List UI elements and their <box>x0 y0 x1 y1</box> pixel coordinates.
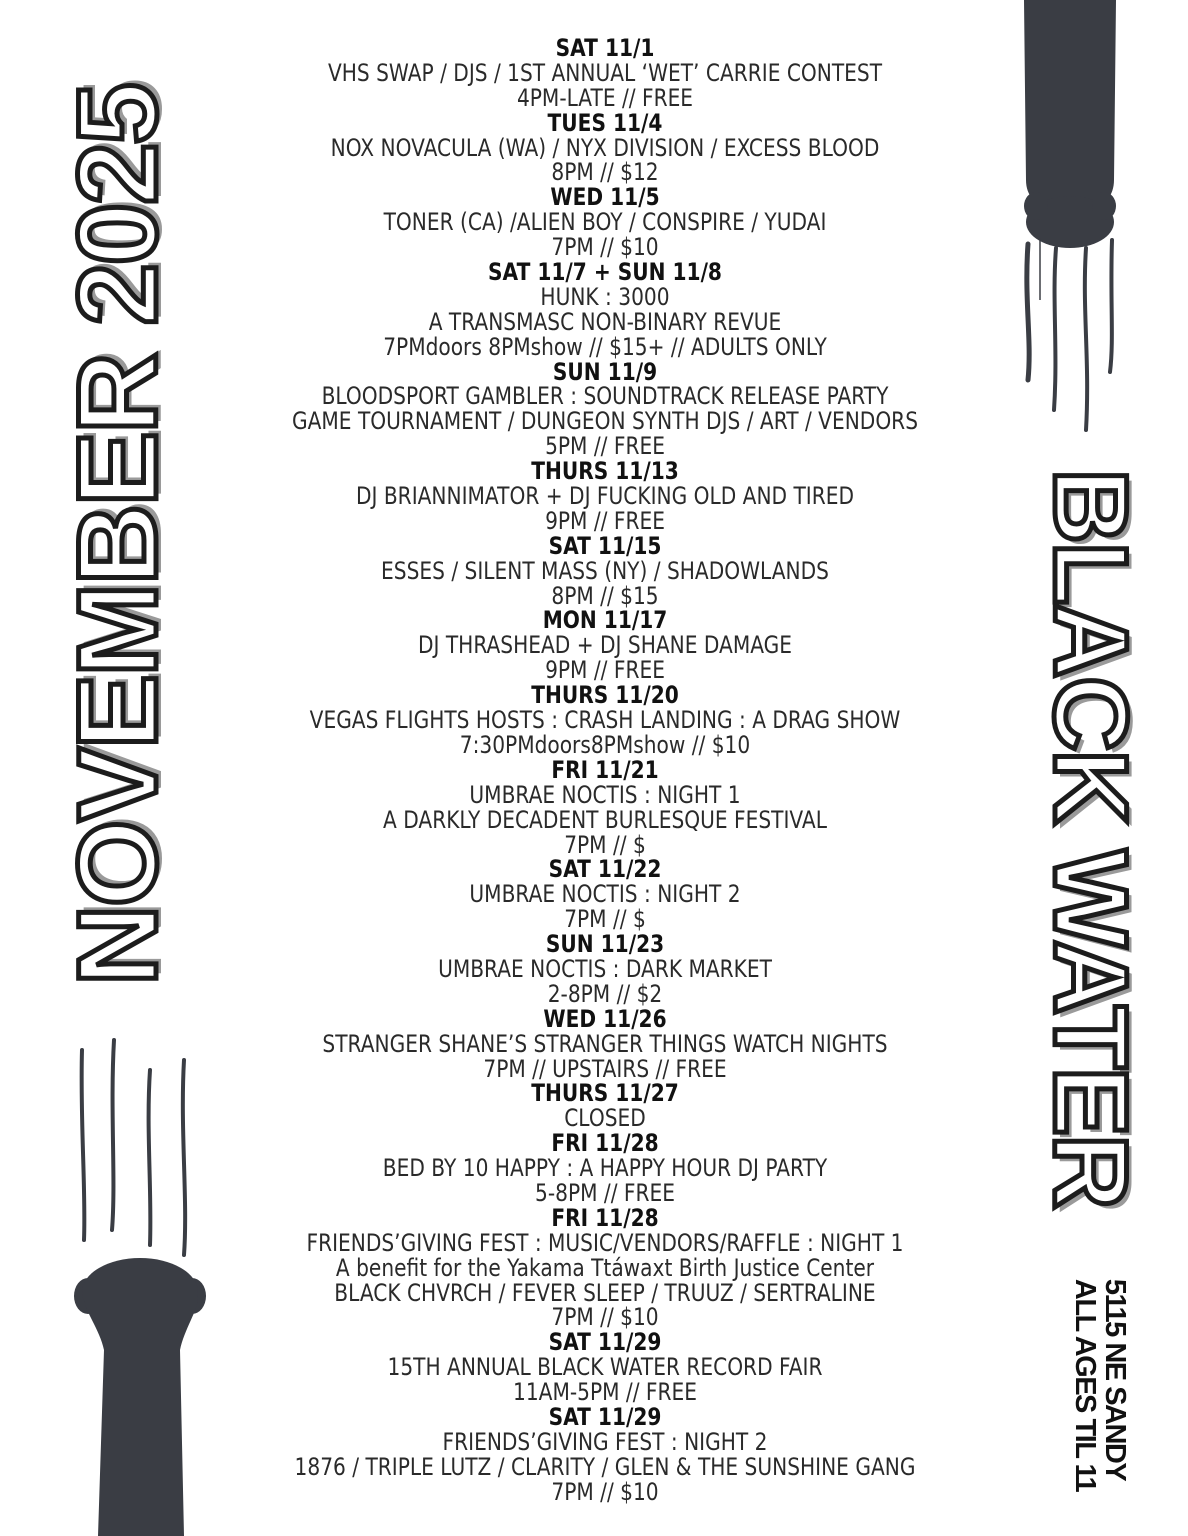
event-date: SUN 11/9 <box>552 357 658 386</box>
event-date: SAT 11/29 <box>548 1328 662 1357</box>
event-1 <box>273 36 937 111</box>
event-detail: UMBRAE NOCTIS : NIGHT 1 <box>469 780 741 809</box>
event-date: TUES 11/4 <box>547 108 663 137</box>
address-street: 5115 NE SANDY <box>1099 1278 1131 1481</box>
event-list <box>273 36 937 1505</box>
event-time-price: 9PM // FREE <box>545 656 665 685</box>
event-detail: FRIENDS’GIVING FEST : MUSIC/VENDORS/RAFFLE : NIGHT 1 <box>306 1228 904 1257</box>
event-detail: UMBRAE NOCTIS : DARK MARKET <box>438 954 772 983</box>
event-time-price: 7PM // UPSTAIRS // FREE <box>483 1054 727 1083</box>
event-date: FRI 11/28 <box>551 1129 659 1158</box>
event-date: THURS 11/27 <box>531 1079 679 1108</box>
event-time-price: 7PMdoors 8PMshow // $15+ // ADULTS ONLY <box>383 332 827 361</box>
event-13 <box>273 1004 937 1083</box>
event-12 <box>273 932 937 1007</box>
event-date: FRI 11/21 <box>551 755 659 784</box>
event-time-price: 5-8PM // FREE <box>535 1178 675 1207</box>
event-7 <box>273 531 937 610</box>
event-detail: ESSES / SILENT MASS (NY) / SHADOWLANDS <box>381 556 829 585</box>
event-detail: UMBRAE NOCTIS : NIGHT 2 <box>469 880 741 909</box>
event-time-price: 7PM // $10 <box>551 1303 659 1332</box>
event-time-price: 7:30PMdoors8PMshow // $10 <box>459 730 751 759</box>
event-detail: BLACK CHVRCH / FEVER SLEEP / TRUUZ / SERTRALINE <box>334 1278 876 1307</box>
event-date: THURS 11/13 <box>531 457 679 486</box>
event-detail: HUNK : 3000 <box>540 282 670 311</box>
event-time-price: 7PM // $10 <box>551 233 659 262</box>
event-time-price: 8PM // $12 <box>551 158 659 187</box>
event-time-price: 9PM // FREE <box>545 506 665 535</box>
event-time-price: 5PM // FREE <box>545 432 665 461</box>
event-date: SAT 11/1 <box>555 34 655 62</box>
event-detail: A DARKLY DECADENT BURLESQUE FESTIVAL <box>383 805 827 834</box>
event-time-price: 4PM-LATE // FREE <box>516 83 694 112</box>
event-date: SUN 11/23 <box>545 930 665 959</box>
event-detail: VHS SWAP / DJS / 1ST ANNUAL ‘WET’ CARRIE CONTEST <box>327 58 883 87</box>
event-11 <box>273 857 937 932</box>
event-detail: BLOODSPORT GAMBLER : SOUNDTRACK RELEASE PARTY <box>321 382 889 411</box>
event-detail: TONER (CA) /ALIEN BOY / CONSPIRE / YUDAI <box>383 208 827 237</box>
event-time-price: 2-8PM // $2 <box>547 979 663 1008</box>
event-detail: FRIENDS’GIVING FEST : NIGHT 2 <box>442 1427 768 1456</box>
event-detail: VEGAS FLIGHTS HOSTS : CRASH LANDING : A DRAG SHOW <box>309 706 901 735</box>
event-date: FRI 11/28 <box>551 1203 659 1232</box>
event-date: THURS 11/20 <box>531 681 679 710</box>
event-detail: STRANGER SHANE’S STRANGER THINGS WATCH NIGHTS <box>322 1029 888 1058</box>
event-5 <box>273 357 937 461</box>
event-date: WED 11/26 <box>543 1004 667 1033</box>
event-2 <box>273 108 937 187</box>
month-title: NOVEMBER 2025 <box>55 84 180 986</box>
event-detail: BED BY 10 HAPPY : A HAPPY HOUR DJ PARTY <box>382 1154 828 1183</box>
event-6 <box>273 459 937 534</box>
event-18 <box>273 1402 937 1506</box>
event-10 <box>273 755 937 859</box>
event-date: MON 11/17 <box>542 606 668 635</box>
event-date: SAT 11/29 <box>548 1402 662 1431</box>
event-time-price: 11AM-5PM // FREE <box>513 1378 697 1407</box>
event-date: SAT 11/22 <box>548 855 662 884</box>
address-ages: ALL AGES TIL 11 <box>1069 1278 1101 1492</box>
event-detail: GAME TOURNAMENT / DUNGEON SYNTH DJS / ART / VENDORS <box>291 407 918 436</box>
event-date: WED 11/5 <box>550 183 660 212</box>
event-detail: A TRANSMASC NON-BINARY REVUE <box>428 307 782 336</box>
event-time-price: 7PM // $ <box>564 905 646 934</box>
event-time-price: 7PM // $10 <box>551 1477 659 1506</box>
event-9 <box>273 683 937 758</box>
event-4 <box>273 260 937 360</box>
event-detail: DJ THRASHEAD + DJ SHANE DAMAGE <box>417 631 793 660</box>
cat-arm-reaching-down-icon <box>1010 0 1130 440</box>
event-detail: 15TH ANNUAL BLACK WATER RECORD FAIR <box>387 1353 823 1382</box>
event-15 <box>273 1131 937 1206</box>
cat-arm-reaching-up-icon <box>60 1030 220 1536</box>
event-8 <box>273 608 937 683</box>
event-14 <box>273 1081 937 1131</box>
event-16 <box>273 1203 937 1332</box>
event-date: SAT 11/15 <box>548 531 662 560</box>
event-date: SAT 11/7 + SUN 11/8 <box>488 258 722 287</box>
event-detail: NOX NOVACULA (WA) / NYX DIVISION / EXCESS BLOOD <box>330 133 880 162</box>
event-detail: 1876 / TRIPLE LUTZ / CLARITY / GLEN & THE SUNSHINE GANG <box>294 1452 916 1481</box>
venue-address <box>1070 1279 1130 1491</box>
event-3 <box>273 185 937 260</box>
event-detail: A benefit for the Yakama Ttáwaxt Birth Justice Center <box>335 1253 875 1282</box>
event-time-price: 8PM // $15 <box>551 581 659 610</box>
venue-title: BLACK WATER <box>1032 468 1148 1208</box>
event-17 <box>273 1330 937 1405</box>
event-detail: CLOSED <box>564 1104 646 1133</box>
event-detail: DJ BRIANNIMATOR + DJ FUCKING OLD AND TIRED <box>355 482 855 511</box>
event-time-price: 7PM // $ <box>564 830 646 859</box>
